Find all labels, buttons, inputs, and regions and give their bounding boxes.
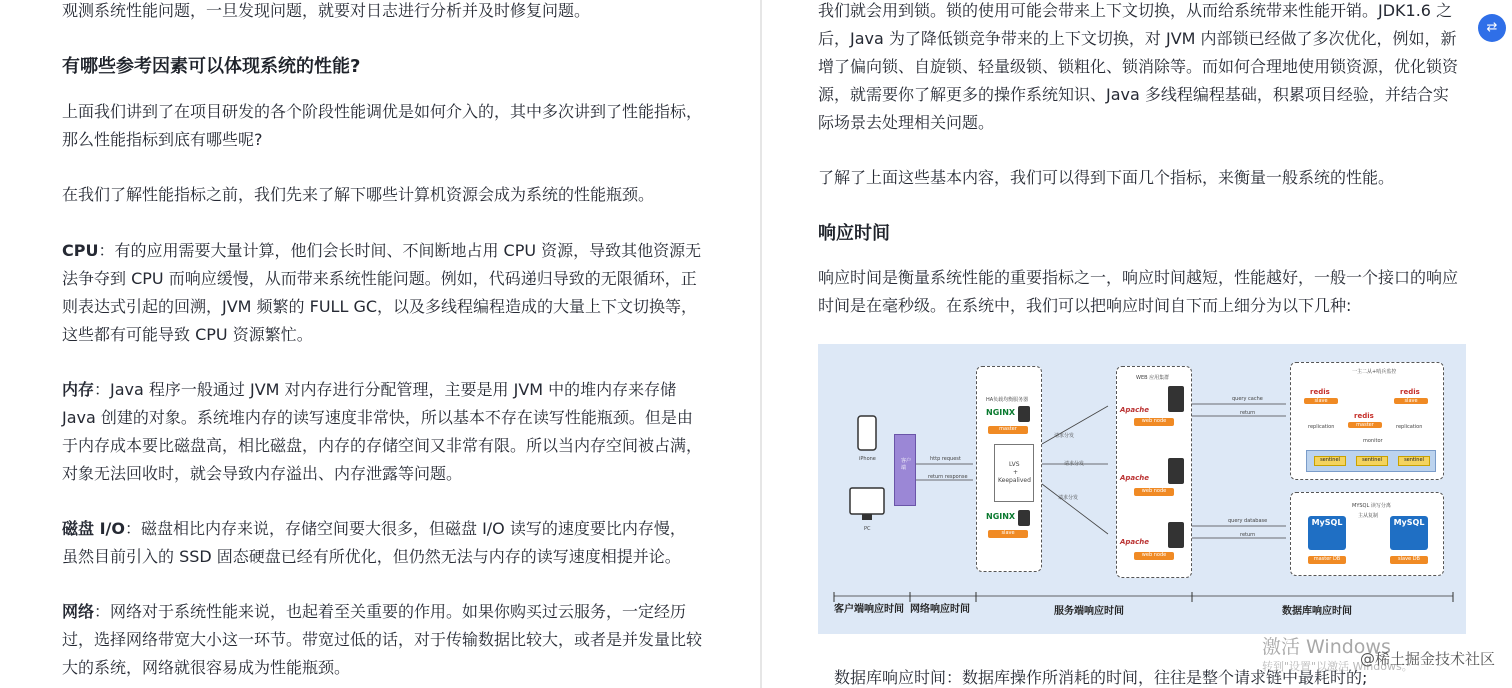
paragraph-disk-2: 虽然目前引入的 SSD 固态硬盘已经有所优化，但仍然无法与内存的读写速度相提并论。 — [62, 547, 681, 566]
paragraph-intro-2: 那么性能指标到底有哪些呢? — [62, 130, 263, 149]
monitor-label: monitor — [1363, 438, 1383, 444]
master-db-tag: master DB — [1308, 556, 1346, 564]
redis-slave-tag-1: slave — [1304, 398, 1338, 404]
paragraph-intro-1: 上面我们讲到了在项目研发的各个阶段性能调优是如何介入的，其中多次讲到了性能指标， — [62, 102, 703, 121]
mysql-master: MySQL — [1308, 516, 1346, 550]
paragraph-summary: 了解了上面这些基本内容，我们可以得到下面几个指标，来衡量一般系统的性能。 — [818, 168, 1395, 187]
network-label: 网络 — [62, 602, 95, 621]
replication-label-1: replication — [1308, 424, 1335, 430]
database-time-label: 数据库响应时间 — [1282, 606, 1352, 617]
paragraph-cpu-4: 这些都有可能导致 CPU 资源繁忙。 — [62, 325, 313, 344]
apache-logo-3: Apache — [1120, 538, 1150, 546]
dispatch-label-3: 请求分发 — [1058, 495, 1079, 501]
paragraph-net-2: 过，选择网络带宽大小这一环节。带宽过低的话，对于传输数据比较大，或者是并发量比较 — [62, 630, 703, 649]
web-node-3: web node — [1134, 552, 1174, 560]
paragraph-lock-1: 我们就会用到锁。锁的使用可能会带来上下文切换，从而给系统带来性能开销。JDK1.6 之 — [818, 1, 1453, 20]
paragraph-cpu-2: 法争夺到 CPU 而响应缓慢，从而带来系统性能问题。例如，代码递归导致的无限循环，正 — [62, 269, 697, 288]
return-response-label: return response — [928, 474, 968, 480]
master-tag: master — [988, 426, 1028, 434]
web-node-1: web node — [1134, 418, 1174, 426]
net-text-1: ：网络对于系统性能来说，也起着至关重要的作用。如果你购买过云服务，一定经历 — [94, 602, 687, 621]
lvs-box: LVS + Keepalived — [994, 444, 1034, 502]
disk-label: 磁盘 I/O — [62, 519, 125, 538]
dispatch-label-2: 请求分发 — [1064, 461, 1085, 467]
sentinel-1: sentinel — [1314, 456, 1346, 466]
web-node-2: web node — [1134, 488, 1174, 496]
redis-logo-master: redis — [1354, 412, 1374, 420]
nginx-logo-top: NGINX — [986, 408, 1016, 417]
query-database-label: query database — [1228, 518, 1268, 524]
paragraph-lock-3: 增了偏向锁、自旋锁、轻量级锁、锁粗化、锁消除等。而如何合理地使用锁资源，优化锁资 — [818, 57, 1459, 76]
redis-group-title: 一主二从+哨兵监控 — [1352, 369, 1397, 375]
client-time-label: 客户端响应时间 — [834, 604, 904, 615]
paragraph-mem-4: 对象无法回收时，就会导致内存溢出、内存泄露等问题。 — [62, 464, 463, 483]
iphone-label: iPhone — [859, 456, 876, 462]
return-label-2: return — [1240, 532, 1256, 538]
redis-slave-tag-2: slave — [1394, 398, 1428, 404]
redis-logo-1: redis — [1310, 388, 1330, 396]
memory-label: 内存 — [62, 380, 95, 399]
paragraph-net-1 — [62, 598, 686, 626]
cpu-text-1: ：有的应用需要大量计算，他们会长时间、不间断地占用 CPU 资源，导致其他资源无 — [98, 241, 702, 260]
slave-db-tag: slave DB — [1390, 556, 1428, 564]
nginx-logo-bottom: NGINX — [986, 512, 1016, 521]
sentinel-3: sentinel — [1398, 456, 1430, 466]
brand-watermark: @稀土掘金技术社区 — [1360, 650, 1496, 668]
heading-performance-factors: 有哪些参考因素可以体现系统的性能? — [62, 56, 361, 77]
mysql-sub-title: 主从复制 — [1358, 513, 1379, 519]
windows-activation-title: 激活 Windows — [1262, 636, 1391, 658]
server-icon — [1168, 386, 1184, 412]
paragraph-mem-3: 于内存成本要比磁盘高，相比磁盘，内存的存储空间又非常有限。所以当内存空间被占满， — [62, 436, 703, 455]
translate-icon[interactable]: ⇄ — [1478, 14, 1506, 42]
mysql-slave: MySQL — [1390, 516, 1428, 550]
paragraph-mem-1 — [62, 376, 676, 404]
dispatch-label-1: 请求分发 — [1054, 433, 1075, 439]
replication-label-2: replication — [1396, 424, 1423, 430]
slave-tag: slave — [988, 530, 1028, 538]
paragraph-resp-2: 时间是在毫秒级。在系统中，我们可以把响应时间自下而上细分为以下几种: — [818, 296, 1352, 315]
apache-logo-2: Apache — [1120, 474, 1150, 482]
paragraph-lock-2: 后，Java 为了降低锁竞争带来的上下文切换，对 JVM 内部锁已经做了多次优化，例如，新 — [818, 29, 1457, 48]
architecture-diagram — [818, 344, 1466, 634]
pc-label: PC — [864, 526, 871, 532]
paragraph-disk-1 — [62, 515, 686, 543]
paragraph-lock-5: 际场景去处理相关问题。 — [818, 113, 995, 132]
paragraph-resp-1: 响应时间是衡量系统性能的重要指标之一，响应时间越短，性能越好，一般一个接口的响应 — [818, 268, 1459, 287]
heading-response-time: 响应时间 — [818, 223, 890, 244]
query-cache-label: query cache — [1232, 396, 1263, 402]
server-icon — [1018, 406, 1030, 422]
paragraph-db-response: 数据库响应时间：数据库操作所消耗的时间，往往是整个请求链中最耗时的; — [834, 668, 1368, 687]
sentinel-2: sentinel — [1356, 456, 1388, 466]
mem-text-1: ：Java 程序一般通过 JVM 对内存进行分配管理，主要是用 JVM 中的堆内存来存储 — [94, 380, 677, 399]
server-icon — [1168, 458, 1184, 484]
disk-text-1: ：磁盘相比内存来说，存储空间要大很多，但磁盘 I/O 读写的速度要比内存慢， — [124, 519, 686, 538]
ha-title: HA负载均衡服务器 — [986, 397, 1029, 403]
paragraph-mem-2: Java 创建的对象。系统堆内存的读写速度非常快，所以基本不存在读写性能瓶颈。但是由 — [62, 408, 693, 427]
server-time-label: 服务端响应时间 — [1054, 606, 1124, 617]
cpu-label: CPU — [62, 241, 99, 260]
client-box: 客户端 — [894, 434, 916, 506]
return-label-1: return — [1240, 410, 1256, 416]
redis-master-tag: master — [1348, 422, 1382, 428]
server-icon — [1018, 510, 1030, 526]
paragraph-net-3: 大的系统，网络就很容易成为性能瓶颈。 — [62, 658, 351, 677]
redis-logo-2: redis — [1400, 388, 1420, 396]
paragraph-cpu-3: 则表达式引起的回溯，JVM 频繁的 FULL GC，以及多线程编程造成的大量上下文切换等， — [62, 297, 698, 316]
http-request-label: http request — [930, 456, 961, 462]
web-cluster-title: WEB 应用集群 — [1136, 375, 1170, 381]
server-icon — [1168, 522, 1184, 548]
paragraph-before: 在我们了解性能指标之前，我们先来了解下哪些计算机资源会成为系统的性能瓶颈。 — [62, 185, 655, 204]
paragraph-lock-4: 源，就需要你了解更多的操作系统知识、Java 多线程编程基础，积累项目经验，并结合实 — [818, 85, 1449, 104]
paragraph-cpu-1 — [62, 237, 701, 265]
paragraph-logs: 观测系统性能问题，一旦发现问题，就要对日志进行分析并及时修复问题。 — [62, 1, 591, 20]
apache-logo-1: Apache — [1120, 406, 1150, 414]
mysql-group-title: MYSQL 读写分离 — [1352, 503, 1391, 509]
windows-activation-hint: 转到"设置"以激活 Windows。 — [1262, 660, 1413, 673]
network-time-label: 网络响应时间 — [910, 604, 970, 615]
